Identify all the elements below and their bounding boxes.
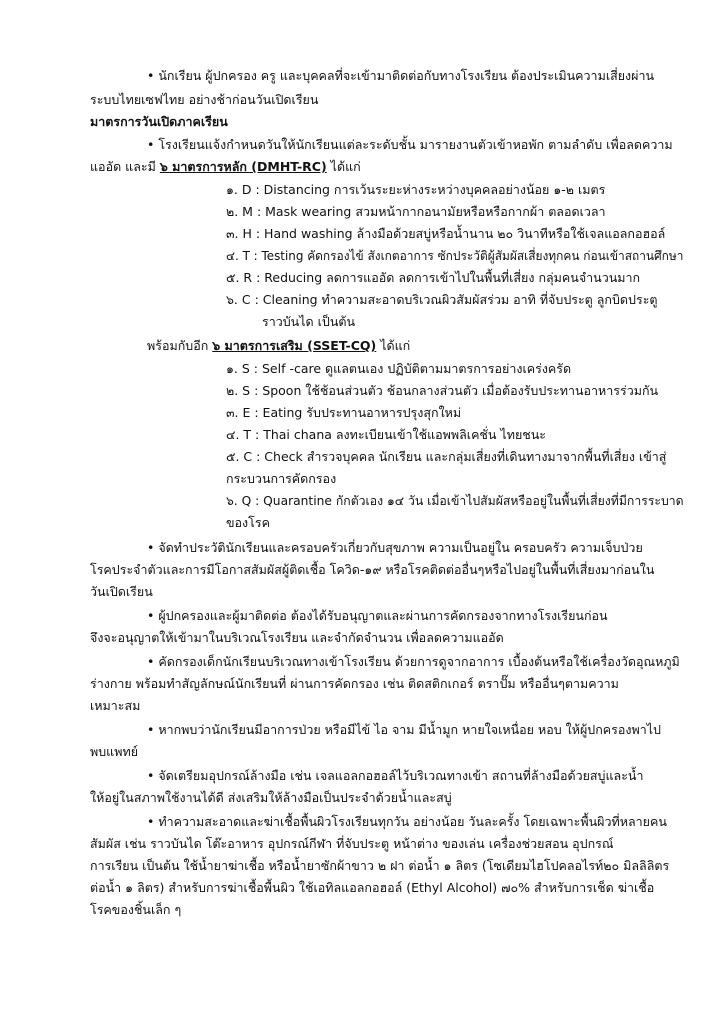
extra-measure-3: ๓. E : Eating รับประทานอาหารปรุงสุกใหม่ (226, 405, 462, 420)
main-measure-4: ๔. T : Testing คัดกรองไข้ สังเกตอาการ ซักประวัติผู้สัมผัสเสี่ยงทุกคน ก่อนเข้าสถานศึกษา (226, 248, 684, 263)
main-measure-5: ๕. R : Reducing ลดการแออัด ลดการเข้าไปในพื้นที่เสี่ยง กลุ่มคนจำนวนมาก (226, 270, 641, 285)
screening-bullet-line-2: ร่างกาย พร้อมทำสัญลักษณ์นักเรียนที่ ผ่านการคัดกรอง เช่น ติดสติกเกอร์ ตราปั๊ม หรืออื่นๆตามความ (90, 676, 619, 691)
cleaning-bullet-line-5: โรคของชิ้นเล็ก ๆ (90, 902, 182, 917)
main-measure-6: ๖. C : Cleaning ทำความสะอาดบริเวณผิวสัมผัสร่วม อาทิ ที่จับประตู ลูกบิดประตู (226, 292, 658, 307)
extra-measure-2: ๒. S : Spoon ใช้ช้อนส่วนตัว ช้อนกลางส่วนตัว เมื่อต้องรับประทานอาหารร่วมกัน (226, 383, 659, 398)
screening-bullet-line-3: เหมาะสม (90, 698, 141, 713)
cleaning-bullet-line-1: • ทำความสะอาดและฆ่าเชื้อพื้นผิวโรงเรียนทุกวัน อย่างน้อย วันละครั้ง โดยเฉพาะพื้นผิวที่หลายคน (147, 814, 667, 829)
cleaning-bullet-line-3: การเรียน เป็นต้น ใช้น้ำยาฆ่าเชื้อ หรือน้ำยาซักผ้าขาว ๒ ฝา ต่อน้ำ ๑ ลิตร (โซเดียมไฮโปคลอไรท์๒๐ มิลลิลิตร (90, 858, 670, 873)
cleaning-bullet-line-4: ต่อน้ำ ๑ ลิตร) สำหรับการฆ่าเชื้อพื้นผิว ใช้เอทิลแอลกอฮอล์ (Ethyl Alcohol) ๗๐% สำหรับการเช็ด ฆ่าเชื้อ (90, 880, 655, 895)
screening-bullet-line-1: • คัดกรองเด็กนักเรียนบริเวณทางเข้าโรงเรียน ด้วยการดูจากอาการ เบื้องต้นหรือใช้เครื่องวัดอุณหภูมิ (147, 654, 680, 669)
sick-bullet-line-2: พบแพทย์ (90, 744, 139, 759)
intro-bullet-line-1: • นักเรียน ผู้ปกครอง ครู และบุคคลที่จะเข้ามาติดต่อกับทางโรงเรียน ต้องประเมินความเสี่ยงผ่าน (147, 68, 655, 83)
extra-measure-5: ๕. C : Check สำรวจบุคคล นักเรียน และกลุ่มเสี่ยงที่เดินทางมาจากพื้นที่เสี่ยง เข้าสู่ (226, 449, 667, 464)
main-measures-title: ๖ มาตรการหลัก (DMHT-RC) (159, 159, 327, 174)
main-measure-2: ๒. M : Mask wearing สวมหน้ากากอนามัยหรือหรือกากผ้า ตลอดเวลา (226, 204, 606, 219)
extra-measure-1: ๑. S : Self -care ดูแลตนเอง ปฏิบัติตามมาตรการอย่างเคร่งครัด (226, 361, 572, 376)
extra-measure-4: ๔. T : Thai chana ลงทะเบียนเข้าใช้แอพพลิเคชั่น ไทยชนะ (226, 427, 547, 442)
handwash-bullet-line-1: • จัดเตรียมอุปกรณ์ล้างมือ เช่น เจลแอลกอฮอล์ไว้บริเวณทางเข้า สถานที่ล้างมือด้วยสบู่และน้ำ (147, 768, 644, 783)
handwash-bullet-line-2: ให้อยู่ในสภาพใช้งานได้ดี ส่งเสริมให้ล้างมือเป็นประจำด้วยน้ำและสบู่ (90, 790, 452, 805)
extra-measure-6-continued: ของโรค (226, 515, 270, 530)
history-bullet-line-1: • จัดทำประวัตินักเรียนและครอบครัวเกี่ยวกับสุขภาพ ความเป็นอยู่ใน ครอบครัว ความเจ็บป่วย (147, 540, 643, 555)
sick-bullet-line-1: • หากพบว่านักเรียนมีอาการป่วย หรือมีไข้ ไอ จาม มีน้ำมูก หายใจเหนื่อย หอบ ให้ผู้ปกครองพาไป (147, 722, 661, 737)
main-measure-3: ๓. H : Hand washing ล้างมือด้วยสบู่หรือน้ำนาน ๒๐ วินาทีหรือใช้เจลแอลกอฮอล์ (226, 226, 666, 241)
main-measure-1: ๑. D : Distancing การเว้นระยะห่างระหว่างบุคคลอย่างน้อย ๑-๒ เมตร (226, 182, 606, 197)
extra-measure-5-continued: กระบวนการคัดกรอง (226, 471, 337, 486)
extra-measures-intro: พร้อมกับอีก ๖ มาตรการเสริม (SSET-CQ) ได้แก่ (147, 338, 411, 353)
main-bullet-line-1: • โรงเรียนแจ้งกำหนดวันให้นักเรียนแต่ละระดับชั้น มารายงานตัวเข้าหอพัก ตามลำดับ เพื่อลดความ (147, 137, 673, 152)
extra-measure-6: ๖. Q : Quarantine กักตัวเอง ๑๔ วัน เมื่อเข้าไปสัมผัสหรืออยู่ในพื้นที่เสี่ยงที่มีการระบาด (226, 493, 684, 508)
extra-measures-title: ๖ มาตรการเสริม (SSET-CQ) (212, 338, 377, 353)
history-bullet-line-3: วันเปิดเรียน (90, 584, 153, 599)
cleaning-bullet-line-2: สัมผัส เช่น ราวบันได โต๊ะอาหาร อุปกรณ์กีฬา ที่จับประตู หน้าต่าง ของเล่น เครื่องช่วยสอน อุปกรณ์ (90, 836, 614, 851)
history-bullet-line-2: โรคประจำตัวและการมีโอกาสสัมผัสผู้ติดเชื้อ โควิด-๑๙ หรือโรคติดต่ออื่นๆหรือไปอยู่ในพื้นที่เสี่ยงมาก่อนใน (90, 562, 655, 577)
intro-bullet-line-2: ระบบไทยเซฟไทย อย่างช้าก่อนวันเปิดเรียน (90, 92, 319, 107)
main-measure-6-continued: ราวบันได เป็นต้น (262, 314, 356, 329)
main-bullet-line-2: แออัด และมี ๖ มาตรการหลัก (DMHT-RC) ได้แก่ (90, 159, 361, 174)
visitors-bullet-line-1: • ผู้ปกครองและผู้มาติดต่อ ต้องได้รับอนุญาตและผ่านการคัดกรองจากทางโรงเรียนก่อน (147, 608, 608, 623)
visitors-bullet-line-2: จึงจะอนุญาตให้เข้ามาในบริเวณโรงเรียน และจำกัดจำนวน เพื่อลดความแออัด (90, 630, 504, 645)
section-heading: มาตรการวันเปิดภาคเรียน (90, 114, 228, 129)
